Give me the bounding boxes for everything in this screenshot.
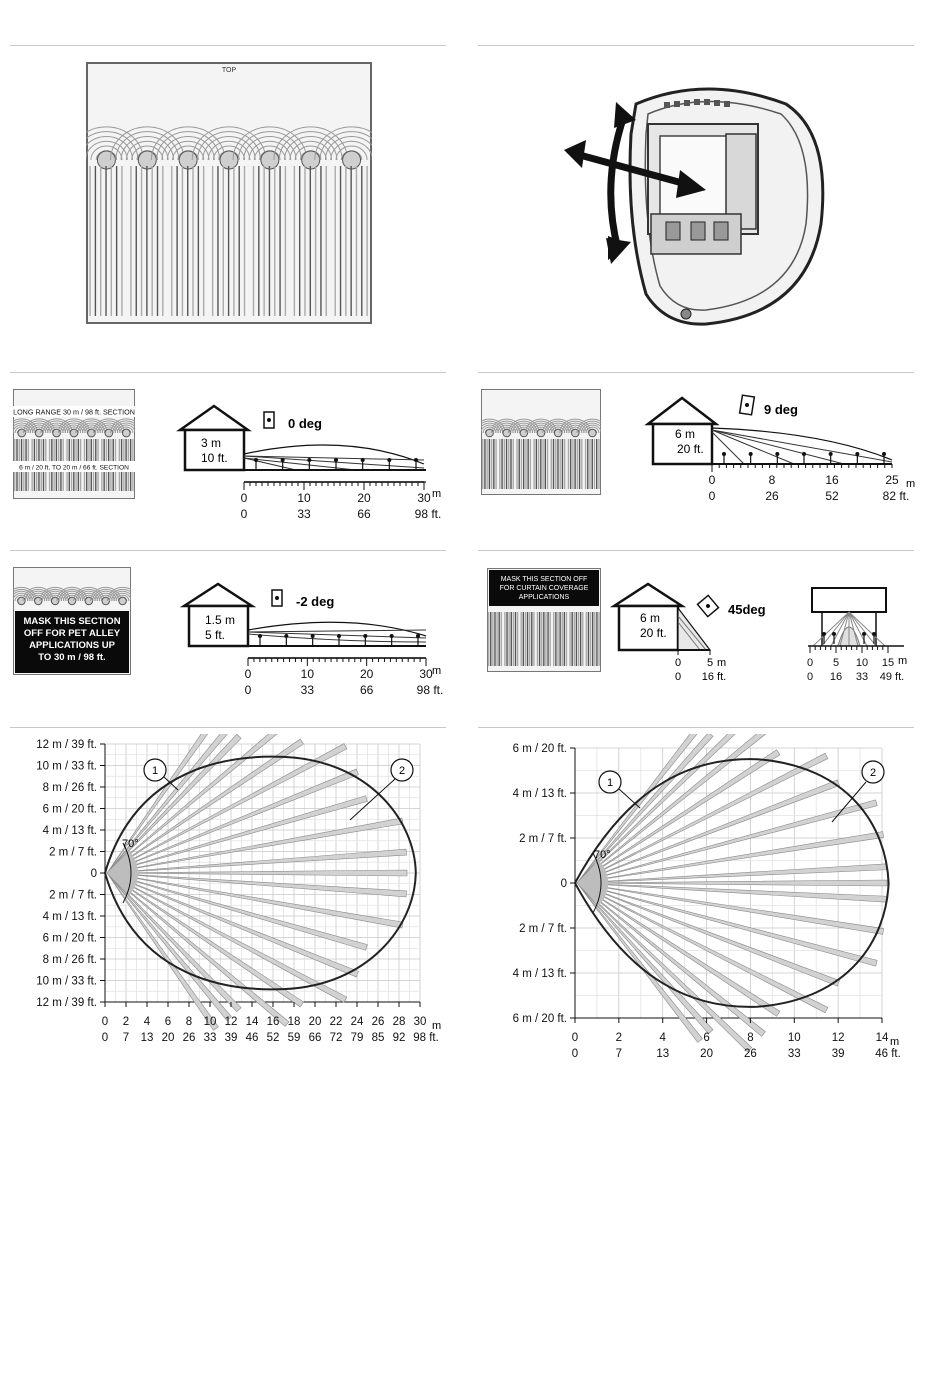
person-icon	[822, 632, 826, 636]
x-axis-label-ft: 79	[350, 1032, 364, 1044]
divider-row3-right	[478, 727, 914, 728]
beam-line	[712, 430, 892, 462]
curtain-mask-line-1: MASK THIS SECTION OFF	[500, 576, 588, 583]
x-axis-label-m: 4	[659, 1032, 666, 1044]
x-axis-label-m: 2	[615, 1032, 623, 1044]
x-axis-label-m: 2	[122, 1016, 130, 1028]
person-icon	[254, 458, 258, 462]
lens-focus-circle	[119, 597, 126, 604]
callout-1: 1	[151, 765, 159, 777]
person-icon	[361, 458, 365, 462]
lens-focus-circle	[554, 429, 562, 437]
x-axis-label-ft: 7	[122, 1032, 130, 1044]
divider-top-right	[478, 45, 914, 46]
person-icon	[872, 632, 876, 636]
x-axis-label-m: 24	[350, 1016, 364, 1028]
lens-focus-circle	[503, 429, 511, 437]
mask-text-line-4: TO 30 m / 98 ft.	[38, 652, 106, 663]
x-axis-label-ft: 0	[571, 1048, 579, 1060]
x-axis-label-m: 22	[329, 1016, 343, 1028]
axis-tick-label-ft: 0	[244, 683, 252, 696]
person-icon	[363, 634, 367, 638]
mount-height-ft: 20 ft.	[640, 626, 667, 640]
lens-small-plain	[481, 389, 601, 495]
detector-housing-illustration	[556, 74, 836, 334]
x-axis-label-m: 8	[747, 1032, 754, 1044]
y-axis-label: 8 m / 26 ft.	[42, 954, 97, 966]
x-axis-label-m: 12	[831, 1032, 845, 1044]
tilt-angle-label: 9 deg	[764, 402, 798, 417]
detection-beam	[107, 873, 406, 897]
x-axis-label-m: 6	[164, 1016, 172, 1028]
x-axis-label-ft: 85	[371, 1032, 385, 1044]
person-icon	[311, 634, 315, 638]
divider-row1-right	[478, 372, 914, 373]
axis-tick-label-ft: 33	[300, 683, 315, 696]
coverage-angle-label: 70°	[594, 849, 611, 861]
person-icon	[855, 452, 859, 456]
axis-unit-m: m	[432, 488, 442, 500]
x-axis-label-ft: 13	[140, 1032, 154, 1044]
divider-top-left	[10, 45, 446, 46]
detection-beam	[577, 883, 752, 1052]
callout-1: 1	[606, 777, 614, 789]
axis-tick-label-ft: 0	[708, 489, 716, 503]
y-axis-label: 12 m / 39 ft.	[36, 739, 97, 751]
lens-focus-circle	[589, 429, 597, 437]
beam-line	[248, 630, 426, 632]
lens-focus-circle	[68, 597, 75, 604]
person-icon	[284, 634, 288, 638]
axis-tick-label-ft: 98 ft.	[416, 683, 444, 696]
x-axis-label-ft: 66	[308, 1032, 322, 1044]
near-zone	[107, 851, 138, 895]
x-axis-label-m: 30	[413, 1016, 427, 1028]
axis-tick-label-m: 20	[357, 491, 371, 505]
x-axis-label-ft: 98 ft.	[413, 1032, 439, 1044]
side-tick-ft-16: 16 ft.	[701, 671, 727, 683]
axis-tick-label-m: 30	[419, 667, 433, 681]
x-axis-label-m: 10	[203, 1016, 217, 1028]
mask-text-line-3: APPLICATIONS UP	[29, 640, 115, 651]
person-icon	[281, 458, 285, 462]
y-axis-label: 12 m / 39 ft.	[36, 997, 97, 1009]
x-axis-label-m: 26	[371, 1016, 385, 1028]
y-axis-label: 4 m / 13 ft.	[42, 825, 97, 837]
beam-line	[712, 430, 844, 464]
x-axis-label-m: 0	[101, 1016, 109, 1028]
mask-text-line-1: MASK THIS SECTION	[23, 616, 121, 627]
callout-2: 2	[398, 765, 406, 777]
x-axis-label-m: 12	[224, 1016, 238, 1028]
person-icon	[882, 452, 886, 456]
lens-sections-small	[13, 389, 135, 499]
x-axis-label-ft: 33	[787, 1048, 801, 1060]
side-tick-m-0: 0	[674, 657, 682, 669]
axis-tick-label-m: 8	[768, 473, 776, 487]
x-axis-label-m: 20	[308, 1016, 322, 1028]
coverage-angle-label: 70°	[122, 838, 139, 850]
x-axis-label-m: 8	[185, 1016, 193, 1028]
curtain-side-view-45deg	[610, 582, 790, 690]
axis-unit-m: m	[906, 478, 916, 490]
person-icon	[802, 452, 806, 456]
detection-beam	[577, 883, 765, 1036]
x-axis-label-ft: 26	[182, 1032, 196, 1044]
detection-beam	[107, 849, 406, 873]
y-axis-label: 2 m / 7 ft.	[519, 923, 567, 935]
person-icon	[832, 632, 836, 636]
axis-tick-label-m: 10	[297, 491, 311, 505]
beam-line	[248, 622, 426, 636]
coverage-pattern-14m	[482, 734, 912, 1070]
y-axis-label: 10 m / 33 ft.	[36, 975, 97, 988]
x-axis-label-m: 4	[143, 1016, 151, 1028]
side-view-minus2deg	[180, 582, 446, 696]
x-axis-label-ft: 92	[392, 1032, 406, 1044]
person-icon	[258, 634, 262, 638]
axis-tick-label-m: 10	[855, 657, 869, 669]
lens-focus-circle	[18, 429, 26, 437]
mount-height-ft: 10 ft.	[201, 451, 228, 465]
y-axis-label: 2 m / 7 ft.	[519, 833, 567, 845]
lens-focus-circle	[51, 597, 58, 604]
axis-tick-label-m: 20	[359, 667, 374, 681]
x-axis-unit-m: m	[432, 1020, 442, 1032]
lens-focus-circle	[88, 429, 96, 437]
x-axis-label-ft: 39	[224, 1032, 238, 1044]
axis-tick-label-m: 10	[300, 667, 315, 681]
x-axis-label-m: 10	[787, 1032, 801, 1044]
lens-focus-circle	[35, 429, 43, 437]
x-axis-label-ft: 20	[700, 1048, 713, 1060]
top-unit-m: m	[898, 655, 908, 667]
person-icon	[722, 452, 726, 456]
y-axis-label: 2 m / 7 ft.	[49, 889, 97, 902]
lens-pet-alley-mask	[13, 567, 131, 675]
lens-focus-circle	[85, 597, 92, 604]
person-icon	[334, 458, 338, 462]
x-axis-label-m: 28	[392, 1016, 406, 1028]
x-axis-label-ft: 20	[161, 1032, 175, 1044]
x-axis-label-ft: 46	[245, 1032, 259, 1044]
x-axis-label-m: 6	[703, 1032, 710, 1044]
axis-tick-label-m: 15	[881, 657, 895, 669]
axis-tick-label-m: 16	[825, 473, 839, 487]
y-axis-label: 10 m / 33 ft.	[36, 760, 97, 773]
x-axis-label-m: 0	[571, 1032, 579, 1044]
person-icon	[387, 458, 391, 462]
axis-tick-label-m: 25	[885, 473, 899, 487]
person-icon	[749, 452, 753, 456]
x-axis-unit-m: m	[890, 1036, 900, 1048]
y-axis-label: 6 m / 20 ft.	[42, 932, 97, 945]
person-icon	[775, 452, 779, 456]
divider-row1-left	[10, 372, 446, 373]
y-axis-label: 6 m / 20 ft.	[512, 743, 567, 755]
mount-height-m: 1.5 m	[205, 613, 236, 627]
lens-focus-circle	[105, 429, 113, 437]
tilt-angle-label: 0 deg	[288, 416, 322, 431]
axis-tick-label-ft: 98 ft.	[414, 507, 442, 518]
axis-tick-label-ft: 66	[357, 507, 371, 518]
person-icon	[337, 634, 341, 638]
x-axis-label-ft: 72	[329, 1032, 343, 1044]
detection-beam	[577, 864, 887, 883]
lens-focus-circle	[70, 429, 78, 437]
side-tick-ft-0: 0	[674, 671, 682, 683]
mask-text-line-2: OFF FOR PET ALLEY	[23, 628, 121, 639]
y-axis-label: 4 m / 13 ft.	[512, 968, 567, 980]
y-axis-label: 0	[90, 868, 97, 880]
lens-focus-circle	[122, 429, 130, 437]
person-icon	[307, 458, 311, 462]
lens-focus-circle	[102, 597, 109, 604]
axis-tick-label-ft: 16	[829, 671, 843, 683]
curtain-top-view	[800, 584, 914, 690]
lens-focus-circle	[520, 429, 528, 437]
axis-tick-label-ft: 82 ft.	[882, 489, 910, 503]
x-axis-label-ft: 0	[101, 1032, 109, 1044]
x-axis-label-m: 18	[287, 1016, 301, 1028]
lens-curtain-mask	[487, 568, 601, 672]
tilt-angle-label: -2 deg	[296, 594, 335, 609]
axis-tick-label-m: 5	[832, 657, 840, 669]
x-axis-label-ft: 39	[831, 1048, 845, 1060]
mount-height-m: 6 m	[640, 611, 661, 625]
person-icon	[862, 632, 866, 636]
person-icon	[829, 452, 833, 456]
x-axis-label-ft: 7	[615, 1048, 623, 1060]
coverage-pattern-30m	[10, 734, 450, 1054]
fresnel-lens-large	[86, 62, 372, 324]
axis-tick-label-ft: 0	[240, 507, 248, 518]
side-view-9deg	[644, 392, 922, 512]
lens-focus-circle	[572, 429, 580, 437]
axis-unit-m: m	[432, 665, 442, 677]
detection-beam	[577, 883, 887, 902]
y-axis-label: 8 m / 26 ft.	[42, 782, 97, 794]
y-axis-label: 0	[560, 878, 567, 890]
axis-tick-label-ft: 33	[855, 671, 869, 683]
beam-line	[712, 428, 892, 460]
callout-2: 2	[869, 767, 877, 779]
tilt-angle-label: 45deg	[728, 602, 766, 617]
beam-line	[244, 458, 296, 470]
person-icon	[390, 634, 394, 638]
y-axis-label: 6 m / 20 ft.	[512, 1013, 567, 1025]
curtain-mask-line-2: FOR CURTAIN COVERAGE	[499, 585, 589, 592]
axis-tick-label-ft: 0	[806, 671, 814, 683]
x-axis-label-ft: 33	[203, 1032, 217, 1044]
lens-focus-circle	[35, 597, 42, 604]
mount-height-ft: 5 ft.	[205, 628, 226, 642]
near-zone	[577, 861, 608, 905]
x-axis-label-ft: 26	[744, 1048, 757, 1060]
axis-tick-label-ft: 26	[765, 489, 779, 503]
beam-line	[248, 632, 426, 638]
y-axis-label: 4 m / 13 ft.	[512, 788, 567, 800]
y-axis-label: 6 m / 20 ft.	[42, 803, 97, 816]
x-axis-label-ft: 52	[266, 1032, 280, 1044]
side-tick-m-5: 5	[706, 657, 714, 669]
person-icon	[414, 458, 418, 462]
long-range-section-label: LONG RANGE 30 m / 98 ft. SECTION	[13, 407, 135, 417]
side-unit-m: m	[717, 657, 727, 669]
divider-row2-left	[10, 550, 446, 551]
axis-tick-label-m: 0	[240, 491, 248, 505]
mount-height-m: 3 m	[201, 436, 222, 450]
axis-tick-label-m: 0	[806, 657, 814, 669]
x-axis-label-ft: 13	[656, 1048, 670, 1060]
axis-tick-label-ft: 52	[825, 489, 839, 503]
curtain-mask-line-3: APPLICATIONS	[518, 594, 570, 601]
mount-height-ft: 20 ft.	[677, 442, 704, 456]
lens-focus-circle	[18, 597, 25, 604]
x-axis-label-m: 14	[245, 1016, 259, 1028]
detection-beam	[107, 870, 407, 876]
x-axis-label-ft: 46 ft.	[875, 1048, 901, 1060]
lens-focus-circle	[53, 429, 61, 437]
person-icon	[416, 634, 420, 638]
axis-tick-label-m: 30	[417, 491, 431, 505]
divider-row3-left	[10, 727, 446, 728]
lens-top-label: TOP	[221, 67, 237, 74]
mid-range-section-label: 6 m / 20 ft. TO 20 m / 66 ft. SECTION	[19, 464, 129, 472]
mount-height-m: 6 m	[675, 427, 696, 441]
lens-focus-circle	[486, 429, 494, 437]
lens-focus-circle	[537, 429, 545, 437]
x-axis-label-ft: 59	[287, 1032, 301, 1044]
y-axis-label: 4 m / 13 ft.	[42, 911, 97, 923]
x-axis-label-m: 14	[875, 1032, 889, 1044]
x-axis-label-m: 16	[266, 1016, 280, 1028]
axis-tick-label-ft: 49 ft.	[879, 671, 905, 683]
y-axis-label: 2 m / 7 ft.	[49, 846, 97, 859]
axis-tick-label-ft: 33	[297, 507, 311, 518]
axis-tick-label-m: 0	[244, 667, 252, 681]
axis-tick-label-m: 0	[708, 473, 716, 487]
side-view-0deg	[176, 402, 446, 518]
axis-tick-label-ft: 66	[359, 683, 374, 696]
divider-row2-right	[478, 550, 914, 551]
